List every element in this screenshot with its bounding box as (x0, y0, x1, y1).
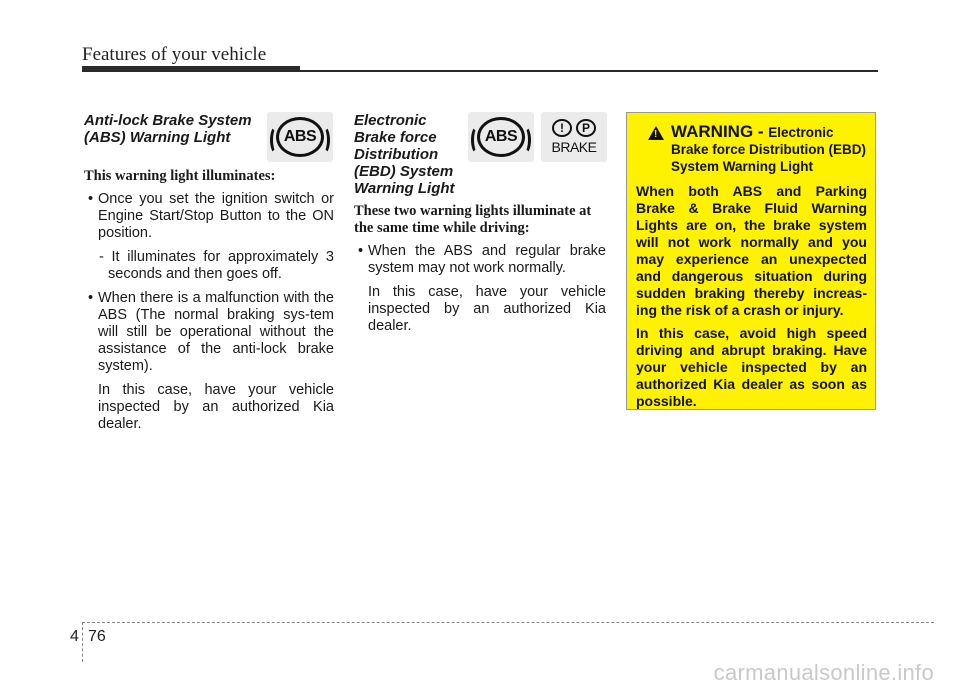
ebd-title-line-5: Warning Light (354, 180, 455, 197)
footer-rule (82, 622, 934, 623)
footer-divider (82, 622, 83, 662)
ebd-para: In this case, have your vehicle inspected by an authorized Kia dealer. (368, 284, 606, 334)
ebd-title-line-3: Distribution (354, 146, 439, 163)
ebd-title-line-1: Electronic (354, 112, 427, 129)
abs-warning-icon (267, 112, 333, 162)
ebd-bullet-1-text: When the ABS and regular brake system may not work normally. (368, 243, 606, 276)
abs-para: In this case, have your vehicle inspected by an authorized Kia dealer. (98, 382, 334, 432)
ebd-abs-icon (468, 112, 534, 162)
header-rule-thin (300, 70, 878, 72)
abs-bullet-1-text: Once you set the ignition switch or Engine Start/Stop Button to the ON position. (98, 191, 334, 241)
warning-paragraph-2: In this case, avoid high speed driving and abrupt braking. Have your vehicle inspected by an authorized Kia dealer as soon as possible. (636, 325, 867, 409)
brake-icon-row (552, 119, 596, 137)
abs-lead: This warning light illuminates: (84, 168, 276, 184)
ebd-title-line-2: Brake force (354, 129, 437, 146)
warning-label: WARNING - (671, 122, 769, 141)
abs-title-line-1: Anti-lock Brake System (84, 112, 252, 129)
brake-warning-icon (541, 112, 607, 162)
page-number: 76 (88, 628, 106, 645)
header-rule (82, 66, 300, 72)
abs-ring-icon (276, 117, 324, 157)
abs-bullet-1 (84, 191, 334, 242)
watermark: carmanualsonline.info (713, 660, 934, 685)
abs-bullet-2 (84, 290, 334, 375)
abs-sub-1: - It illuminates for approximately 3 seconds and then goes off. (99, 249, 334, 282)
warning-box (626, 112, 876, 410)
chapter-number: 4 (70, 628, 79, 645)
warning-title-rest: Brake force Distribution (EBD) System Warning Light (671, 142, 867, 174)
abs-icon-label: ABS (283, 128, 317, 145)
parking-p-icon: P (576, 119, 596, 137)
warning-triangle-icon: ! (648, 126, 664, 140)
abs-title-line-2: (ABS) Warning Light (84, 129, 231, 146)
warning-header (636, 123, 867, 175)
warning-paragraph-1: When both ABS and Parking Brake & Brake Fluid Warning Lights are on, the brake system will not work normally and you may experience an unexpected and dangerous situation during sudden braking thereby increas-ing the risk of a crash or injury. (636, 183, 867, 318)
ebd-title-line-4: (EBD) System (354, 163, 454, 180)
header-title: Features of your vehicle (82, 44, 267, 65)
warning-title (671, 123, 867, 175)
abs-bullet-2-text: When there is a malfunction with the ABS (The normal braking sys-tem will still be operational without the assistance of the anti-lock brake system). (98, 290, 334, 374)
brake-exclaim-icon: ! (552, 119, 572, 137)
ebd-bullet-1 (354, 243, 606, 277)
brake-icon-label: BRAKE (551, 139, 597, 155)
ebd-lead: These two warning lights illuminate at the same time while driving: (354, 203, 592, 236)
warning-title-first: Electronic (768, 125, 834, 140)
ebd-abs-icon-label: ABS (484, 128, 518, 145)
abs-ring-icon (477, 117, 525, 157)
